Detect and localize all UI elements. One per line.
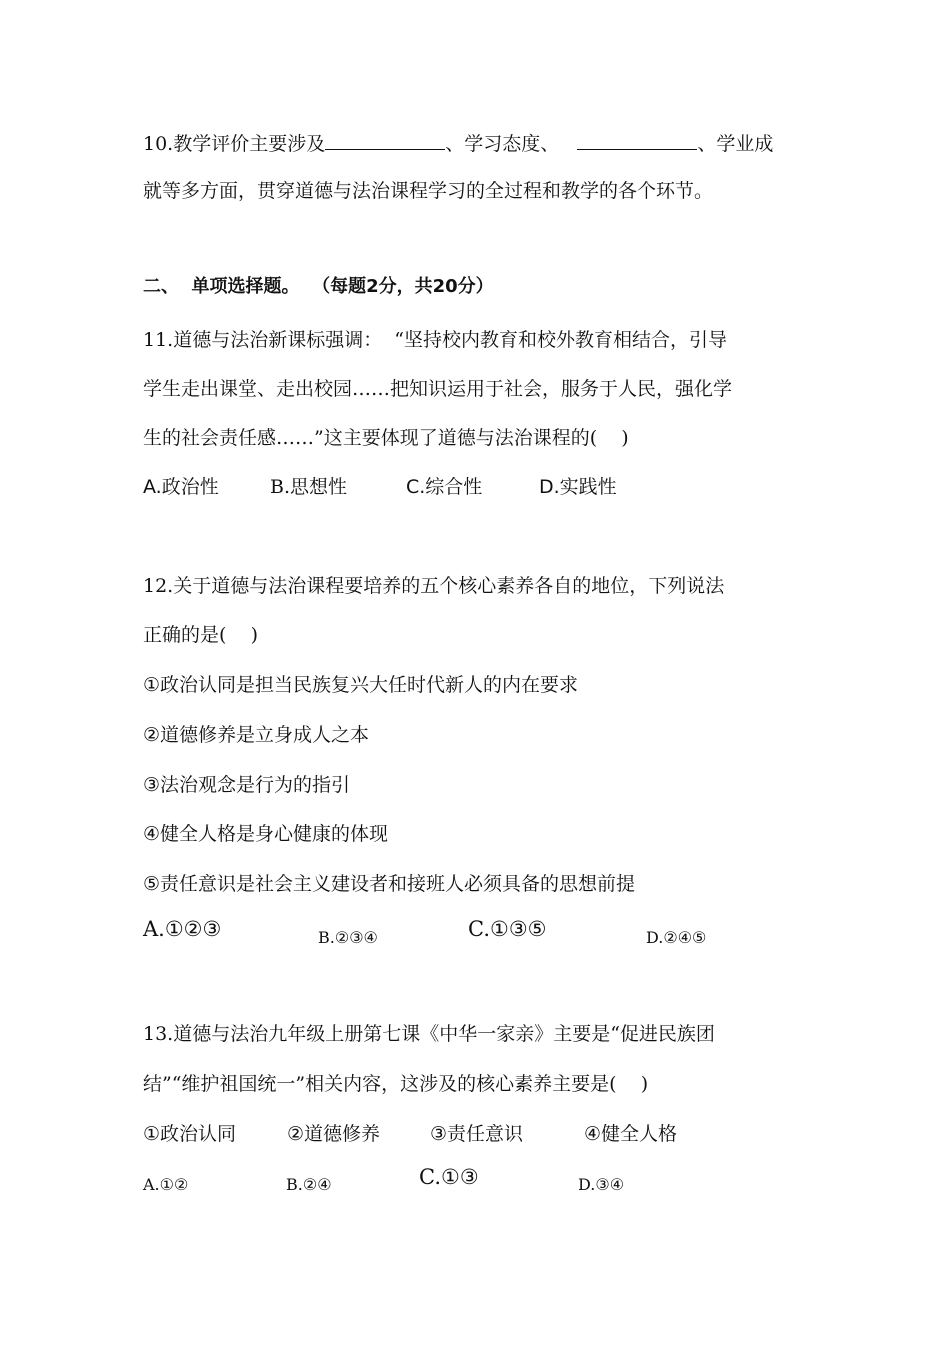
q11-option-d[interactable]: D.实践性 <box>539 476 617 498</box>
q11-option-b[interactable]: B.思想性 <box>270 476 348 498</box>
q11-line-3: 生的社会责任感……”这主要体现了道德与法治课程的( ) <box>143 427 629 449</box>
q13-option-d[interactable]: D.③④ <box>578 1175 625 1194</box>
q13-line-1: 13.道德与法治九年级上册第七课《中华一家亲》主要是“促进民族团 <box>143 1023 715 1045</box>
q10-blank-2[interactable] <box>577 129 697 150</box>
q13-item-2: ②道德修养 <box>287 1123 381 1145</box>
section-2-title: 二、 单项选择题。 （每题2分，共20分） <box>143 276 494 297</box>
q11-option-c[interactable]: C.综合性 <box>406 476 483 498</box>
q12-item-3: ③法治观念是行为的指引 <box>143 774 351 796</box>
q10-blank-1[interactable] <box>325 129 445 150</box>
q12-line-1: 12.关于道德与法治课程要培养的五个核心素养各自的地位，下列说法 <box>143 575 725 597</box>
q13-item-3: ③责任意识 <box>430 1123 524 1145</box>
q11-line-2: 学生走出课堂、走出校园……把知识运用于社会，服务于人民，强化学 <box>143 378 733 400</box>
q12-line-2: 正确的是( ) <box>143 624 258 646</box>
q13-item-4: ④健全人格 <box>584 1123 678 1145</box>
q13-option-b[interactable]: B.②④ <box>286 1175 332 1194</box>
q11-option-a[interactable]: A.政治性 <box>143 476 219 498</box>
q10-text-1: 10.教学评价主要涉及 <box>143 133 326 155</box>
q13-item-1: ①政治认同 <box>143 1123 237 1145</box>
q10-text-3: 、学业成 <box>697 133 774 155</box>
q10-line-1 <box>143 129 773 156</box>
q11-line-1: 11.道德与法治新课标强调： “坚持校内教育和校外教育相结合，引导 <box>143 329 728 351</box>
q12-option-d[interactable]: D.②④⑤ <box>646 928 707 947</box>
q12-option-b[interactable]: B.②③④ <box>318 928 378 947</box>
q13-option-a[interactable]: A.①② <box>143 1175 189 1194</box>
q12-option-a[interactable]: A.①②③ <box>143 917 222 941</box>
q13-option-c[interactable]: C.①③ <box>419 1165 479 1189</box>
q12-item-5: ⑤责任意识是社会主义建设者和接班人必须具备的思想前提 <box>143 873 636 895</box>
q12-item-2: ②道德修养是立身成人之本 <box>143 724 370 746</box>
q12-item-4: ④健全人格是身心健康的体现 <box>143 823 389 845</box>
q13-line-2: 结”“维护祖国统一”相关内容，这涉及的核心素养主要是( ) <box>143 1073 649 1095</box>
q12-item-1: ①政治认同是担当民族复兴大任时代新人的内在要求 <box>143 674 579 696</box>
q12-option-c[interactable]: C.①③⑤ <box>468 917 547 941</box>
q10-text-2: 、学习态度、 <box>445 133 560 155</box>
q10-line-2: 就等多方面，贯穿道德与法治课程学习的全过程和教学的各个环节。 <box>143 180 714 202</box>
